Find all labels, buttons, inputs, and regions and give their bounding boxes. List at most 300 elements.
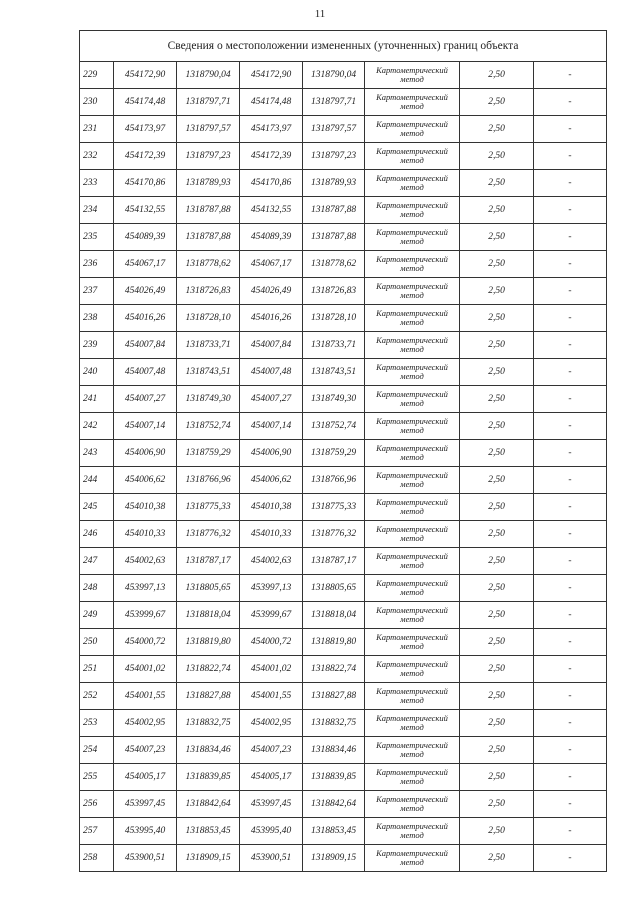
- y-existing: 1318827,88: [177, 683, 240, 710]
- method: [365, 332, 460, 359]
- y-existing: 1318790,04: [177, 62, 240, 89]
- method-line1: Картометрический: [376, 821, 448, 831]
- description-dash: -: [534, 413, 607, 440]
- precision: 2,50: [460, 224, 534, 251]
- point-number: 251: [80, 656, 114, 683]
- method-line2: метод: [400, 128, 424, 138]
- method: [365, 251, 460, 278]
- method: [365, 62, 460, 89]
- x-existing: 454006,90: [114, 440, 177, 467]
- method-line2: метод: [400, 182, 424, 192]
- x-updated: 454006,90: [240, 440, 303, 467]
- y-updated: 1318909,15: [303, 845, 365, 872]
- description-dash: -: [534, 494, 607, 521]
- method-line1: Картометрический: [376, 146, 448, 156]
- y-existing: 1318832,75: [177, 710, 240, 737]
- x-existing: 454005,17: [114, 764, 177, 791]
- method: [365, 656, 460, 683]
- x-updated: 454067,17: [240, 251, 303, 278]
- precision: 2,50: [460, 440, 534, 467]
- y-updated: 1318839,85: [303, 764, 365, 791]
- point-number: 235: [80, 224, 114, 251]
- description-dash: -: [534, 251, 607, 278]
- boundary-coordinates-table: [79, 30, 607, 872]
- x-updated: 454007,14: [240, 413, 303, 440]
- x-updated: 453995,40: [240, 818, 303, 845]
- precision: 2,50: [460, 764, 534, 791]
- table-row: [80, 683, 607, 710]
- x-existing: 453997,45: [114, 791, 177, 818]
- x-existing: 454010,38: [114, 494, 177, 521]
- x-existing: 454007,27: [114, 386, 177, 413]
- description-dash: -: [534, 305, 607, 332]
- table-row: [80, 656, 607, 683]
- table-row: [80, 89, 607, 116]
- x-updated: 454002,95: [240, 710, 303, 737]
- method-line2: метод: [400, 344, 424, 354]
- point-number: 249: [80, 602, 114, 629]
- y-existing: 1318749,30: [177, 386, 240, 413]
- method-line1: Картометрический: [376, 767, 448, 777]
- x-updated: 454026,49: [240, 278, 303, 305]
- method: [365, 683, 460, 710]
- description-dash: -: [534, 440, 607, 467]
- x-updated: 454172,39: [240, 143, 303, 170]
- y-updated: 1318819,80: [303, 629, 365, 656]
- method-line1: Картометрический: [376, 254, 448, 264]
- precision: 2,50: [460, 791, 534, 818]
- method-line1: Картометрический: [376, 659, 448, 669]
- method-line2: метод: [400, 776, 424, 786]
- method: [365, 305, 460, 332]
- table-row: [80, 791, 607, 818]
- y-updated: 1318726,83: [303, 278, 365, 305]
- x-existing: 454002,95: [114, 710, 177, 737]
- precision: 2,50: [460, 629, 534, 656]
- table-row: [80, 602, 607, 629]
- point-number: 231: [80, 116, 114, 143]
- description-dash: -: [534, 332, 607, 359]
- description-dash: -: [534, 224, 607, 251]
- method: [365, 440, 460, 467]
- x-existing: 454172,90: [114, 62, 177, 89]
- x-existing: 454007,14: [114, 413, 177, 440]
- method-line2: метод: [400, 641, 424, 651]
- x-existing: 454016,26: [114, 305, 177, 332]
- precision: 2,50: [460, 305, 534, 332]
- method-line2: метод: [400, 560, 424, 570]
- y-updated: 1318789,93: [303, 170, 365, 197]
- method-line2: метод: [400, 236, 424, 246]
- method-line1: Картометрический: [376, 119, 448, 129]
- precision: 2,50: [460, 494, 534, 521]
- table-row: [80, 440, 607, 467]
- point-number: 255: [80, 764, 114, 791]
- precision: 2,50: [460, 89, 534, 116]
- y-existing: 1318834,46: [177, 737, 240, 764]
- y-existing: 1318728,10: [177, 305, 240, 332]
- point-number: 237: [80, 278, 114, 305]
- x-updated: 454016,26: [240, 305, 303, 332]
- y-existing: 1318787,88: [177, 224, 240, 251]
- y-updated: 1318834,46: [303, 737, 365, 764]
- precision: 2,50: [460, 386, 534, 413]
- x-existing: 454001,02: [114, 656, 177, 683]
- method-line2: метод: [400, 263, 424, 273]
- x-updated: 454172,90: [240, 62, 303, 89]
- method-line1: Картометрический: [376, 551, 448, 561]
- table-row: [80, 359, 607, 386]
- x-updated: 454005,17: [240, 764, 303, 791]
- description-dash: -: [534, 197, 607, 224]
- method-line1: Картометрический: [376, 848, 448, 858]
- table-row: [80, 224, 607, 251]
- method: [365, 413, 460, 440]
- x-updated: 454007,84: [240, 332, 303, 359]
- x-updated: 454007,48: [240, 359, 303, 386]
- precision: 2,50: [460, 413, 534, 440]
- method-line2: метод: [400, 857, 424, 867]
- y-existing: 1318726,83: [177, 278, 240, 305]
- method-line1: Картометрический: [376, 200, 448, 210]
- x-existing: 454173,97: [114, 116, 177, 143]
- y-existing: 1318819,80: [177, 629, 240, 656]
- table-row: [80, 521, 607, 548]
- precision: 2,50: [460, 656, 534, 683]
- method-line1: Картометрический: [376, 335, 448, 345]
- x-updated: 454089,39: [240, 224, 303, 251]
- method-line1: Картометрический: [376, 605, 448, 615]
- precision: 2,50: [460, 845, 534, 872]
- y-updated: 1318775,33: [303, 494, 365, 521]
- y-existing: 1318797,57: [177, 116, 240, 143]
- y-updated: 1318728,10: [303, 305, 365, 332]
- method: [365, 575, 460, 602]
- page-number: 11: [314, 8, 326, 20]
- method-line2: метод: [400, 749, 424, 759]
- table-row: [80, 845, 607, 872]
- x-updated: 454001,55: [240, 683, 303, 710]
- method-line1: Картометрический: [376, 92, 448, 102]
- description-dash: -: [534, 143, 607, 170]
- y-existing: 1318787,88: [177, 197, 240, 224]
- method: [365, 710, 460, 737]
- x-existing: 454132,55: [114, 197, 177, 224]
- x-existing: 454002,63: [114, 548, 177, 575]
- method-line2: метод: [400, 398, 424, 408]
- description-dash: -: [534, 278, 607, 305]
- table-row: [80, 494, 607, 521]
- method-line2: метод: [400, 695, 424, 705]
- y-updated: 1318797,57: [303, 116, 365, 143]
- y-existing: 1318776,32: [177, 521, 240, 548]
- table-row: [80, 710, 607, 737]
- x-updated: 454173,97: [240, 116, 303, 143]
- description-dash: -: [534, 170, 607, 197]
- y-existing: 1318909,15: [177, 845, 240, 872]
- x-existing: 454001,55: [114, 683, 177, 710]
- y-existing: 1318805,65: [177, 575, 240, 602]
- point-number: 256: [80, 791, 114, 818]
- table-row: [80, 116, 607, 143]
- point-number: 254: [80, 737, 114, 764]
- point-number: 234: [80, 197, 114, 224]
- method-line1: Картометрический: [376, 794, 448, 804]
- x-updated: 453999,67: [240, 602, 303, 629]
- y-updated: 1318733,71: [303, 332, 365, 359]
- method-line2: метод: [400, 668, 424, 678]
- precision: 2,50: [460, 467, 534, 494]
- description-dash: -: [534, 737, 607, 764]
- point-number: 258: [80, 845, 114, 872]
- precision: 2,50: [460, 143, 534, 170]
- description-dash: -: [534, 116, 607, 143]
- method: [365, 89, 460, 116]
- precision: 2,50: [460, 170, 534, 197]
- method-line1: Картометрический: [376, 281, 448, 291]
- x-existing: 454174,48: [114, 89, 177, 116]
- y-updated: 1318818,04: [303, 602, 365, 629]
- method-line1: Картометрический: [376, 227, 448, 237]
- point-number: 242: [80, 413, 114, 440]
- x-existing: 454007,23: [114, 737, 177, 764]
- table-row: [80, 818, 607, 845]
- method: [365, 548, 460, 575]
- method: [365, 278, 460, 305]
- x-updated: 453997,13: [240, 575, 303, 602]
- precision: 2,50: [460, 737, 534, 764]
- method-line2: метод: [400, 155, 424, 165]
- precision: 2,50: [460, 521, 534, 548]
- method: [365, 197, 460, 224]
- method-line1: Картометрический: [376, 389, 448, 399]
- y-updated: 1318766,96: [303, 467, 365, 494]
- description-dash: -: [534, 629, 607, 656]
- y-existing: 1318797,71: [177, 89, 240, 116]
- method: [365, 386, 460, 413]
- y-updated: 1318827,88: [303, 683, 365, 710]
- description-dash: -: [534, 683, 607, 710]
- method-line2: метод: [400, 830, 424, 840]
- table-row: [80, 548, 607, 575]
- y-existing: 1318797,23: [177, 143, 240, 170]
- method-line2: метод: [400, 101, 424, 111]
- description-dash: -: [534, 467, 607, 494]
- y-existing: 1318842,64: [177, 791, 240, 818]
- method: [365, 629, 460, 656]
- method: [365, 494, 460, 521]
- precision: 2,50: [460, 116, 534, 143]
- table-row: [80, 737, 607, 764]
- y-existing: 1318789,93: [177, 170, 240, 197]
- y-updated: 1318776,32: [303, 521, 365, 548]
- precision: 2,50: [460, 359, 534, 386]
- description-dash: -: [534, 575, 607, 602]
- x-existing: 454006,62: [114, 467, 177, 494]
- y-existing: 1318839,85: [177, 764, 240, 791]
- point-number: 239: [80, 332, 114, 359]
- table-row: [80, 764, 607, 791]
- description-dash: -: [534, 548, 607, 575]
- method: [365, 467, 460, 494]
- method-line1: Картометрический: [376, 362, 448, 372]
- method-line1: Картометрический: [376, 308, 448, 318]
- description-dash: -: [534, 359, 607, 386]
- x-existing: 453900,51: [114, 845, 177, 872]
- point-number: 248: [80, 575, 114, 602]
- description-dash: -: [534, 62, 607, 89]
- table-row: [80, 629, 607, 656]
- table-row: [80, 575, 607, 602]
- method-line2: метод: [400, 290, 424, 300]
- method-line1: Картометрический: [376, 524, 448, 534]
- method-line2: метод: [400, 614, 424, 624]
- table-title: Сведения о местоположении измененных (уточненных) границ объекта: [80, 31, 607, 62]
- description-dash: -: [534, 386, 607, 413]
- method-line2: метод: [400, 587, 424, 597]
- x-updated: 454001,02: [240, 656, 303, 683]
- method: [365, 737, 460, 764]
- x-existing: 454007,48: [114, 359, 177, 386]
- point-number: 232: [80, 143, 114, 170]
- method-line2: метод: [400, 452, 424, 462]
- description-dash: -: [534, 764, 607, 791]
- method-line2: метод: [400, 209, 424, 219]
- point-number: 246: [80, 521, 114, 548]
- method: [365, 143, 460, 170]
- point-number: 229: [80, 62, 114, 89]
- method-line2: метод: [400, 371, 424, 381]
- method-line1: Картометрический: [376, 65, 448, 75]
- x-existing: 454010,33: [114, 521, 177, 548]
- method-line2: метод: [400, 533, 424, 543]
- method-line2: метод: [400, 74, 424, 84]
- precision: 2,50: [460, 683, 534, 710]
- point-number: 241: [80, 386, 114, 413]
- precision: 2,50: [460, 332, 534, 359]
- method-line1: Картометрический: [376, 470, 448, 480]
- table-header-row: [80, 31, 607, 62]
- x-updated: 454010,33: [240, 521, 303, 548]
- method: [365, 818, 460, 845]
- y-existing: 1318752,74: [177, 413, 240, 440]
- x-updated: 454002,63: [240, 548, 303, 575]
- x-updated: 453997,45: [240, 791, 303, 818]
- precision: 2,50: [460, 818, 534, 845]
- method-line1: Картометрический: [376, 578, 448, 588]
- x-updated: 454007,27: [240, 386, 303, 413]
- method-line2: метод: [400, 803, 424, 813]
- x-existing: 454026,49: [114, 278, 177, 305]
- y-updated: 1318749,30: [303, 386, 365, 413]
- table-row: [80, 62, 607, 89]
- x-updated: 454174,48: [240, 89, 303, 116]
- table-row: [80, 467, 607, 494]
- precision: 2,50: [460, 575, 534, 602]
- method: [365, 791, 460, 818]
- x-existing: 453995,40: [114, 818, 177, 845]
- x-existing: 453997,13: [114, 575, 177, 602]
- point-number: 247: [80, 548, 114, 575]
- x-existing: 454089,39: [114, 224, 177, 251]
- method: [365, 224, 460, 251]
- table-row: [80, 278, 607, 305]
- y-updated: 1318797,71: [303, 89, 365, 116]
- x-updated: 454170,86: [240, 170, 303, 197]
- x-existing: 454067,17: [114, 251, 177, 278]
- table-row: [80, 386, 607, 413]
- method-line1: Картометрический: [376, 443, 448, 453]
- precision: 2,50: [460, 710, 534, 737]
- y-existing: 1318853,45: [177, 818, 240, 845]
- description-dash: -: [534, 521, 607, 548]
- y-updated: 1318787,17: [303, 548, 365, 575]
- method-line1: Картометрический: [376, 173, 448, 183]
- method-line2: метод: [400, 479, 424, 489]
- description-dash: -: [534, 656, 607, 683]
- y-updated: 1318790,04: [303, 62, 365, 89]
- table-row: [80, 197, 607, 224]
- method-line2: метод: [400, 317, 424, 327]
- method-line2: метод: [400, 425, 424, 435]
- description-dash: -: [534, 602, 607, 629]
- y-updated: 1318787,88: [303, 224, 365, 251]
- method-line1: Картометрический: [376, 740, 448, 750]
- y-existing: 1318778,62: [177, 251, 240, 278]
- method: [365, 764, 460, 791]
- y-existing: 1318822,74: [177, 656, 240, 683]
- description-dash: -: [534, 791, 607, 818]
- point-number: 243: [80, 440, 114, 467]
- point-number: 244: [80, 467, 114, 494]
- x-updated: 454010,38: [240, 494, 303, 521]
- method: [365, 170, 460, 197]
- table-row: [80, 143, 607, 170]
- description-dash: -: [534, 710, 607, 737]
- point-number: 230: [80, 89, 114, 116]
- x-existing: 454170,86: [114, 170, 177, 197]
- y-updated: 1318842,64: [303, 791, 365, 818]
- description-dash: -: [534, 818, 607, 845]
- description-dash: -: [534, 845, 607, 872]
- y-updated: 1318787,88: [303, 197, 365, 224]
- x-updated: 454007,23: [240, 737, 303, 764]
- method-line1: Картометрический: [376, 497, 448, 507]
- description-dash: -: [534, 89, 607, 116]
- point-number: 250: [80, 629, 114, 656]
- method: [365, 116, 460, 143]
- y-updated: 1318805,65: [303, 575, 365, 602]
- method-line1: Картометрический: [376, 416, 448, 426]
- method-line2: метод: [400, 722, 424, 732]
- y-existing: 1318743,51: [177, 359, 240, 386]
- precision: 2,50: [460, 602, 534, 629]
- method-line2: метод: [400, 506, 424, 516]
- x-existing: 454172,39: [114, 143, 177, 170]
- y-existing: 1318759,29: [177, 440, 240, 467]
- y-existing: 1318766,96: [177, 467, 240, 494]
- precision: 2,50: [460, 197, 534, 224]
- point-number: 240: [80, 359, 114, 386]
- x-updated: 453900,51: [240, 845, 303, 872]
- y-updated: 1318759,29: [303, 440, 365, 467]
- y-updated: 1318752,74: [303, 413, 365, 440]
- y-existing: 1318787,17: [177, 548, 240, 575]
- y-existing: 1318733,71: [177, 332, 240, 359]
- y-updated: 1318853,45: [303, 818, 365, 845]
- table-row: [80, 251, 607, 278]
- y-updated: 1318778,62: [303, 251, 365, 278]
